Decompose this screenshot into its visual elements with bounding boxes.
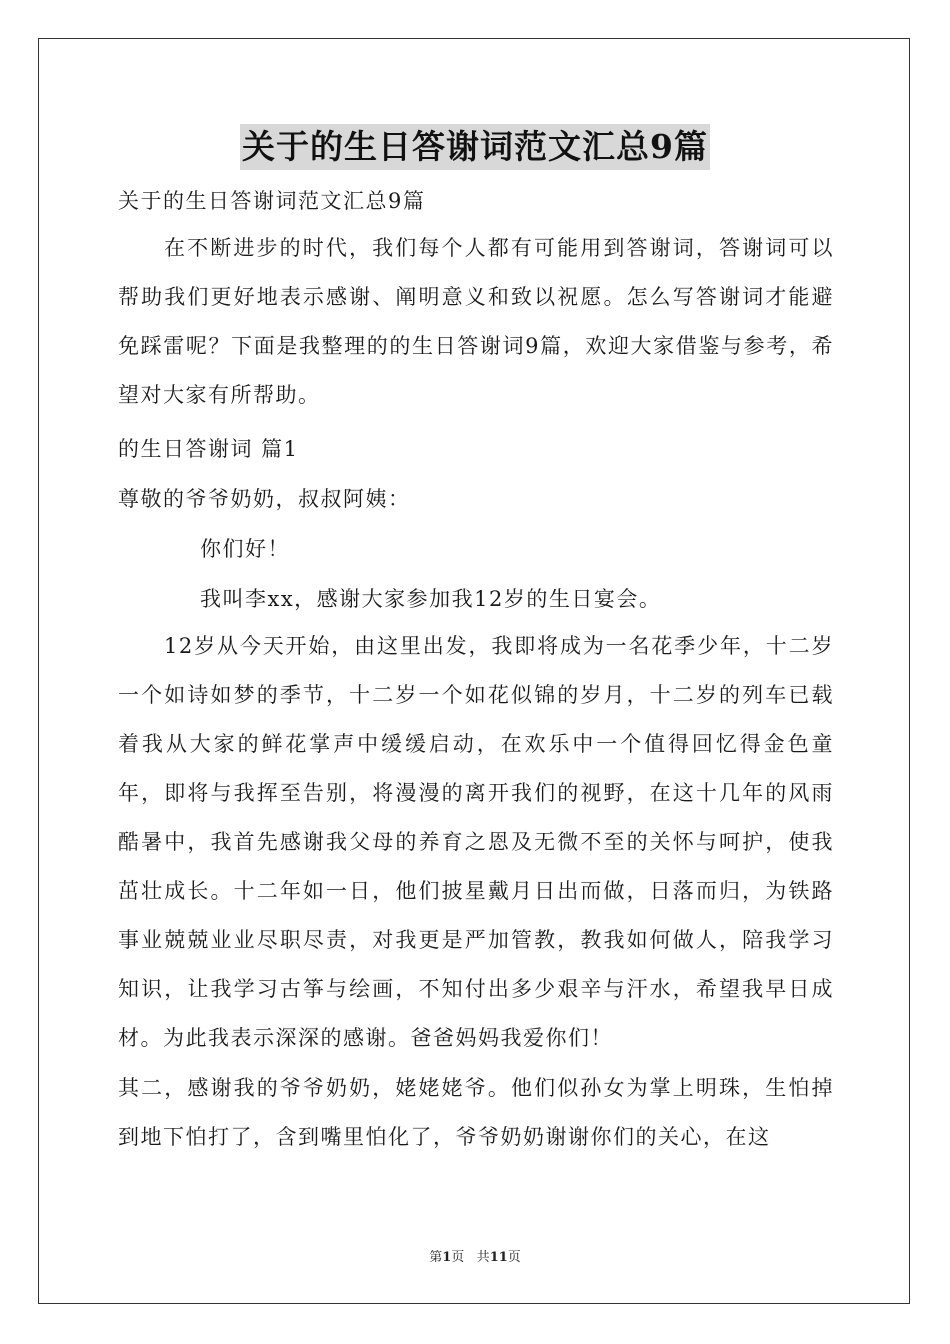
section-heading: 的生日答谢词 篇1: [118, 437, 299, 461]
total-pages: 11: [489, 1250, 508, 1265]
total-suffix: 页: [507, 1250, 521, 1265]
page-number: 1: [442, 1250, 452, 1265]
title-container: [0, 124, 950, 170]
greeting: 你们好！: [200, 537, 290, 561]
page-prefix: 第: [429, 1250, 443, 1265]
body-paragraph: 12岁从今天开始，由这里出发，我即将成为一名花季少年，十二岁一个如诗如梦的季节，十二岁一个如花似锦的岁月，十二岁的列车已载着我从大家的鲜花掌声中缓缓启动，在欢乐中一个值得回忆得金色童年，即将与我挥至告别，将漫漫的离开我们的视野，在这十几年的风雨酷暑中，我首先感谢我父母的养育之恩及无微不至的关怀与呵护，使我茁壮成长。十二年如一日，他们披星戴月日出而做，日落而归，为铁路事业兢兢业业尽职尽责，对我更是严加管教，教我如何做人，陪我学习知识，让我学习古筝与绘画，不知付出多少艰辛与汗水，希望我早日成材。为此我表示深深的感谢。爸爸妈妈我爱你们！: [118, 634, 834, 1050]
body-paragraph-2: 其二，感谢我的爷爷奶奶，姥姥姥爷。他们似孙女为掌上明珠，生怕掉到地下怕打了，含到嘴里怕化了，爷爷奶奶谢谢你们的关心，在这: [118, 1076, 834, 1149]
intro-paragraph: 在不断进步的时代，我们每个人都有可能用到答谢词，答谢词可以帮助我们更好地表示感谢、阐明意义和致以祝愿。怎么写答谢词才能避免踩雷呢？下面是我整理的的生日答谢词9篇，欢迎大家借鉴与参考，希望对大家有所帮助。: [118, 236, 834, 407]
document-subtitle: 关于的生日答谢词范文汇总9篇: [118, 189, 426, 213]
total-prefix: 共: [476, 1250, 490, 1265]
page-suffix: 页: [451, 1250, 465, 1265]
page-footer: [0, 1246, 950, 1265]
document-title: 关于的生日答谢词范文汇总9篇: [240, 124, 710, 170]
self-introduction: 我叫李xx，感谢大家参加我12岁的生日宴会。: [200, 587, 662, 611]
salutation: 尊敬的爷爷奶奶，叔叔阿姨：: [118, 487, 411, 511]
